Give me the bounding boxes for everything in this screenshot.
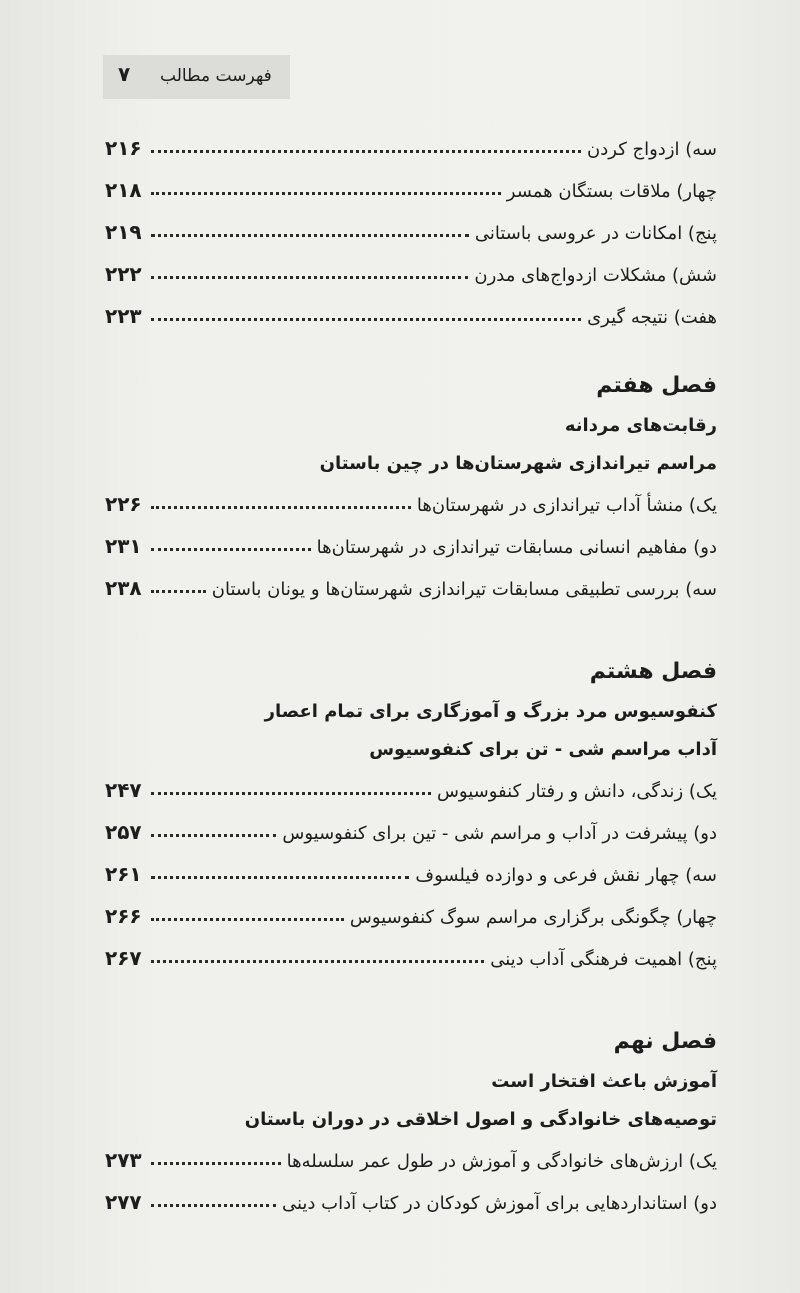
entry-title: پنج) امکانات در عروسی باستانی <box>474 223 717 244</box>
entry-page: ۲۲۳ <box>105 304 142 328</box>
entry-title: چهار) ملاقات بستگان همسر <box>506 181 717 202</box>
entry-page: ۲۶۷ <box>105 946 142 970</box>
leader-dots <box>151 590 206 593</box>
entry-title: یک) ارزش‌های خانوادگی و آموزش در طول عمر سلسله‌ها <box>286 1151 717 1172</box>
toc-entry <box>105 286 717 328</box>
toc-entry <box>105 928 717 970</box>
leader-dots <box>151 234 469 237</box>
entry-page: ۲۵۷ <box>105 820 142 844</box>
entry-title: هفت) نتیجه گیری <box>587 307 717 328</box>
entry-title: سه) چهار نقش فرعی و دوازده فیلسوف <box>415 865 717 886</box>
entry-title: دو) پیشرفت در آداب و مراسم شی - تین برای کنفوسیوس <box>282 823 717 844</box>
toc-entry <box>105 1130 717 1172</box>
toc-entry <box>105 802 717 844</box>
toc-entry <box>105 516 717 558</box>
entry-page: ۲۲۲ <box>105 262 142 286</box>
toc-entry <box>105 760 717 802</box>
entry-page: ۲۱۹ <box>105 220 142 244</box>
entry-page: ۲۱۸ <box>105 178 142 202</box>
toc-entry <box>105 886 717 928</box>
entry-page: ۲۶۱ <box>105 862 142 886</box>
entry-title: شش) مشکلات ازدواج‌های مدرن <box>474 265 717 286</box>
chapter-subtitle: آموزش باعث افتخار است <box>491 1071 717 1092</box>
leader-dots <box>151 192 501 195</box>
chapter-subtitle: توصیه‌های خانوادگی و اصول اخلاقی در دوران باستان <box>244 1109 717 1130</box>
entry-page: ۲۴۷ <box>105 778 142 802</box>
entry-page: ۲۷۳ <box>105 1148 142 1172</box>
entry-page: ۲۶۶ <box>105 904 142 928</box>
leader-dots <box>151 918 344 921</box>
toc-entry <box>105 118 717 160</box>
running-header-title: فهرست مطالب <box>160 66 272 86</box>
entry-page: ۲۳۱ <box>105 534 142 558</box>
entry-title: چهار) چگونگی برگزاری مراسم سوگ کنفوسیوس <box>349 907 717 928</box>
entry-title: یک) منشأ آداب تیراندازی در شهرستان‌ها <box>416 495 717 516</box>
entry-title: یک) زندگی، دانش و رفتار کنفوسیوس <box>436 781 717 802</box>
chapter-title: فصل نهم <box>613 1029 717 1054</box>
leader-dots <box>151 1162 281 1165</box>
toc-entry <box>105 202 717 244</box>
chapter-title: فصل هشتم <box>589 659 717 684</box>
leader-dots <box>151 1204 276 1207</box>
toc-entry <box>105 558 717 600</box>
leader-dots <box>151 276 468 279</box>
toc-entry <box>105 244 717 286</box>
leader-dots <box>151 150 581 153</box>
leader-dots <box>151 318 581 321</box>
entry-page: ۲۱۶ <box>105 136 142 160</box>
entry-title: سه) ازدواج کردن <box>587 139 717 160</box>
entry-title: دو) استانداردهایی برای آموزش کودکان در کتاب آداب دینی <box>281 1193 717 1214</box>
page-number: ۷ <box>118 62 131 86</box>
leader-dots <box>151 960 484 963</box>
leader-dots <box>151 792 431 795</box>
chapter-subtitle: مراسم تیراندازی شهرستان‌ها در چین باستان <box>319 453 717 474</box>
leader-dots <box>151 876 409 879</box>
entry-title: دو) مفاهیم انسانی مسابقات تیراندازی در شهرستان‌ها <box>316 537 717 558</box>
table-of-contents <box>105 118 717 1214</box>
entry-page: ۲۷۷ <box>105 1190 142 1214</box>
chapter-subtitle: آداب مراسم شی - تن برای کنفوسیوس <box>369 739 717 760</box>
leader-dots <box>151 548 311 551</box>
toc-entry <box>105 160 717 202</box>
toc-entry <box>105 1172 717 1214</box>
entry-page: ۲۳۸ <box>105 576 142 600</box>
toc-entry <box>105 474 717 516</box>
chapter-subtitle: کنفوسیوس مرد بزرگ و آموزگاری برای تمام اعصار <box>264 701 717 722</box>
toc-entry <box>105 844 717 886</box>
chapter-subtitle: رقابت‌های مردانه <box>564 415 717 436</box>
entry-title: سه) بررسی تطبیقی مسابقات تیراندازی شهرستان‌ها و یونان باستان <box>211 579 717 600</box>
leader-dots <box>151 834 276 837</box>
chapter-title: فصل هفتم <box>596 373 717 398</box>
leader-dots <box>151 506 411 509</box>
entry-title: پنج) اهمیت فرهنگی آداب دینی <box>490 949 717 970</box>
entry-page: ۲۲۶ <box>105 492 142 516</box>
